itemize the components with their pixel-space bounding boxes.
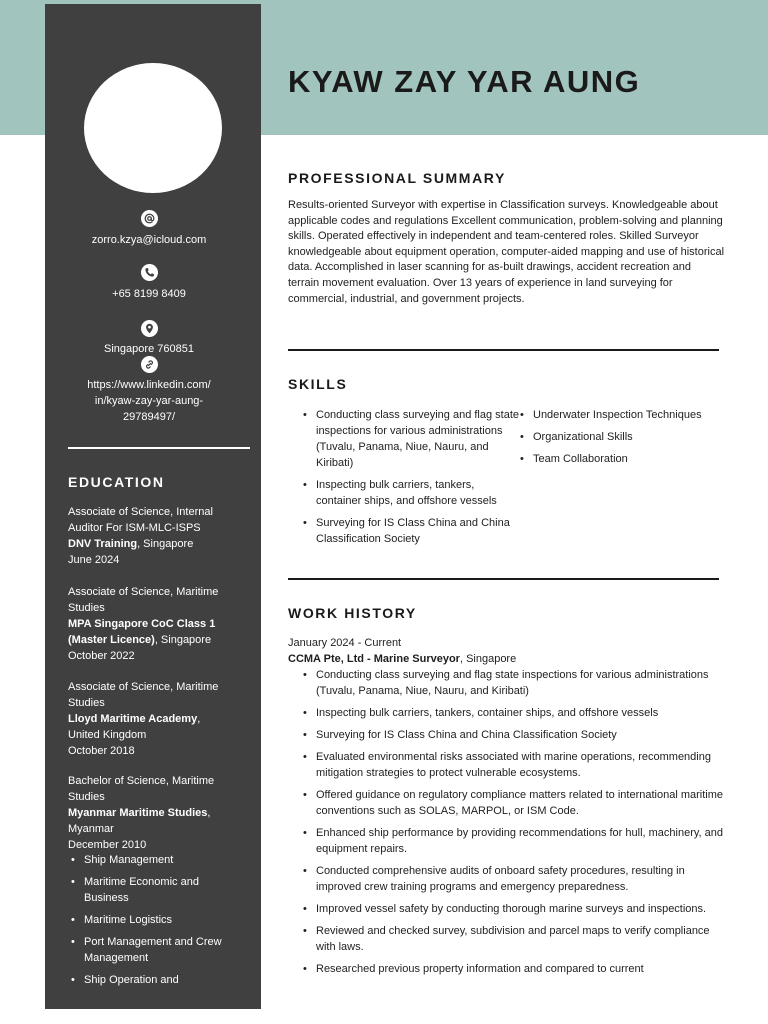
link-icon xyxy=(141,356,158,373)
sidebar-divider xyxy=(68,447,250,449)
degree-line: Studies xyxy=(68,602,105,614)
education-entry xyxy=(68,773,244,853)
education-date: October 2022 xyxy=(68,650,135,662)
course-item: • Port Management and Crew Management xyxy=(68,934,244,966)
linkedin-line-1: https://www.linkedin.com/ xyxy=(87,379,211,391)
job-dates: January 2024 - Current xyxy=(288,637,402,649)
degree-line: Studies xyxy=(68,697,105,709)
institution-line xyxy=(68,616,244,632)
institution-line xyxy=(68,711,244,727)
job-bullet: • Conducted comprehensive audits of onboard safety procedures, resulting in improved crew training programs and emergency preparedness. xyxy=(300,863,728,895)
job-bullet: • Researched previous property information and compared to current xyxy=(300,961,728,977)
skill-item: • Surveying for IS Class China and China Classification Society xyxy=(300,515,520,547)
phone-icon xyxy=(141,264,158,281)
map-pin-icon xyxy=(141,320,158,337)
linkedin-line-2: in/kyaw-zay-yar-aung- xyxy=(94,395,204,407)
job-bullet: • Reviewed and checked survey, subdivision and parcel maps to verify compliance with laws. xyxy=(300,923,728,955)
education-date: December 2010 xyxy=(68,839,147,851)
linkedin-line-3: 29789497/ xyxy=(123,411,175,423)
phone-text[interactable]: +65 8199 8409 xyxy=(112,288,186,300)
degree-line: Associate of Science, Internal xyxy=(68,506,213,518)
job-location: , Singapore xyxy=(459,653,517,665)
education-entry xyxy=(68,679,244,759)
at-sign-icon xyxy=(141,210,158,227)
job-bullet: • Evaluated environmental risks associated with marine operations, recommending mitigation strategies to protect vulnerable ecosystems. xyxy=(300,749,728,781)
institution-line xyxy=(68,536,244,552)
job-company-role: CCMA Pte, Ltd - Marine Surveyor xyxy=(288,653,460,665)
sidebar xyxy=(45,4,261,1009)
section-divider xyxy=(288,578,719,580)
candidate-name: KYAW ZAY YAR AUNG xyxy=(288,64,641,99)
skills-heading: SKILLS xyxy=(288,376,348,392)
section-divider xyxy=(288,349,719,351)
institution-name: Lloyd Maritime Academy xyxy=(68,713,198,725)
course-item: • Ship Management xyxy=(68,852,244,868)
institution-name: Myanmar Maritime Studies xyxy=(68,807,208,819)
institution-location: , xyxy=(207,807,211,819)
institution-name: MPA Singapore CoC Class 1 xyxy=(68,618,216,630)
institution-name: DNV Training xyxy=(68,538,138,550)
institution-location: United Kingdom xyxy=(68,729,147,741)
job-title xyxy=(288,651,516,667)
linkedin-link[interactable] xyxy=(61,377,237,425)
job-bullet-list xyxy=(300,667,728,983)
education-entry xyxy=(68,584,244,664)
job-bullet: • Improved vessel safety by conducting thorough marine surveys and inspections. xyxy=(300,901,728,917)
skills-list-right xyxy=(517,407,747,473)
education-date: June 2024 xyxy=(68,554,120,566)
job-bullet: • Offered guidance on regulatory compliance matters related to international maritime conventions such as SOLAS, MARPOL, or ISM Code. xyxy=(300,787,728,819)
course-item: • Maritime Logistics xyxy=(68,912,244,928)
institution-line xyxy=(68,632,244,648)
job-bullet: • Inspecting bulk carriers, tankers, container ships, and offshore vessels xyxy=(300,705,728,721)
job-bullet: • Conducting class surveying and flag state inspections for various administrations (Tuvalu, Panama, Niue, Nauru, and Kiribati) xyxy=(300,667,728,699)
skill-item: • Inspecting bulk carriers, tankers, container ships, and offshore vessels xyxy=(300,477,520,509)
education-date: October 2018 xyxy=(68,745,135,757)
institution-line xyxy=(68,805,244,821)
summary-text: Results-oriented Surveyor with expertise in Classification surveys. Knowledgeable about applicable codes and regulations Excellent communication, problem-solving and planning skills. Operated effectively in independent and team-centered roles. Skilled Surveyor knowledgeable about equipment operation, computer-aided mapping and use of historical data. Accomplished in laser scanning for as-built drawings, accident recreation and terrain movement evaluation. Over 13 years of experience in land surveying for commercial, industrial, and government projects. xyxy=(288,199,725,305)
avatar xyxy=(84,63,222,193)
skill-item: • Team Collaboration xyxy=(517,451,747,467)
skill-item: • Underwater Inspection Techniques xyxy=(517,407,747,423)
institution-location: , Singapore xyxy=(137,538,194,550)
institution-location: , Singapore xyxy=(154,634,212,646)
education-entry xyxy=(68,504,244,568)
location-text: Singapore 760851 xyxy=(104,343,194,355)
institution-name: (Master Licence) xyxy=(68,634,155,646)
job-bullet: • Enhanced ship performance by providing recommendations for hull, machinery, and equipment repairs. xyxy=(300,825,728,857)
degree-line: Studies xyxy=(68,791,105,803)
institution-location: , xyxy=(197,713,201,725)
degree-line: Bachelor of Science, Maritime xyxy=(68,775,215,787)
degree-line: Auditor For ISM-MLC-ISPS xyxy=(68,522,201,534)
summary-heading: PROFESSIONAL SUMMARY xyxy=(288,170,506,186)
education-heading: EDUCATION xyxy=(68,474,165,490)
degree-line: Associate of Science, Maritime xyxy=(68,681,219,693)
work-history-heading: WORK HISTORY xyxy=(288,605,417,621)
institution-location: Myanmar xyxy=(68,823,114,835)
course-item: • Ship Operation and xyxy=(68,972,244,988)
degree-line: Associate of Science, Maritime xyxy=(68,586,219,598)
skills-list-left xyxy=(300,407,520,553)
course-item: • Maritime Economic and Business xyxy=(68,874,244,906)
job-bullet: • Surveying for IS Class China and China Classification Society xyxy=(300,727,728,743)
course-list xyxy=(68,852,244,994)
skill-item: • Conducting class surveying and flag state inspections for various administrations (Tuvalu, Panama, Niue, Nauru, and Kiribati) xyxy=(300,407,520,471)
email-text[interactable]: zorro.kzya@icloud.com xyxy=(91,234,207,246)
skill-item: • Organizational Skills xyxy=(517,429,747,445)
